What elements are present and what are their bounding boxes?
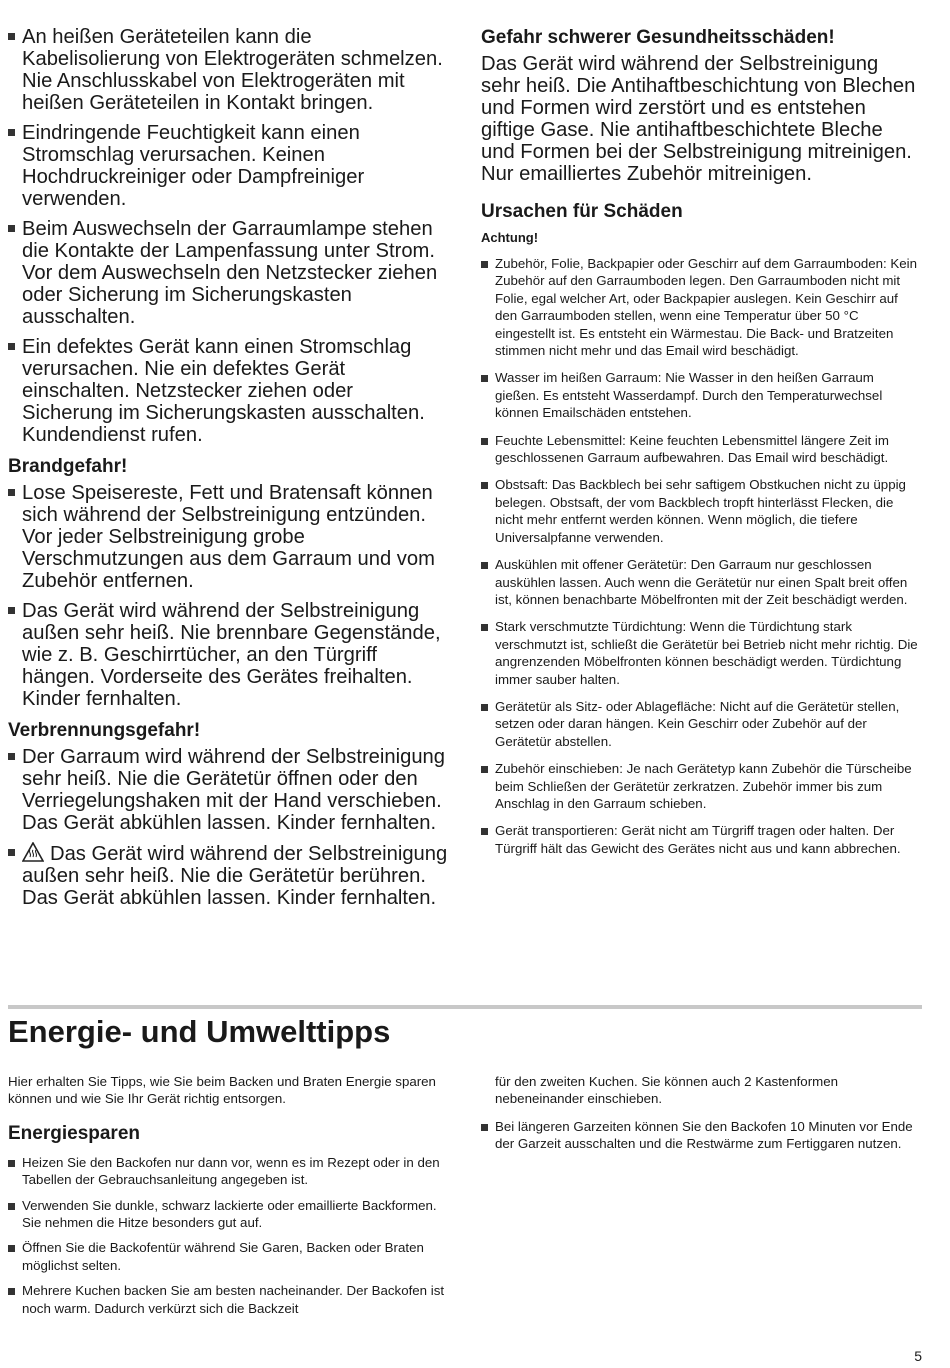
bullet-square-icon	[481, 624, 488, 631]
list-item: Das Gerät wird während der Selbstreinigung außen sehr heiß. Nie die Gerätetür berühren. Das Gerät abkühlen lassen. Kinder fernhalten.	[8, 842, 448, 909]
burn-hazard-heading: Verbrennungsgefahr!	[8, 720, 201, 741]
right-column	[481, 26, 921, 867]
list-item: Auskühlen mit offener Gerätetür: Den Garraum nur geschlossen auskühlen lassen. Auch wenn die Gerätetür nur einen Spalt breit offen ist, können benachbarte Möbelfronten mit der Zeit beschädigt werden.	[481, 556, 921, 608]
list-item: Mehrere Kuchen backen Sie am besten nacheinander. Der Backofen ist noch warm. Dadurch verkürzt sich die Backzeit	[8, 1282, 450, 1317]
damage-causes-heading: Ursachen für Schäden	[481, 201, 683, 222]
energy-left-column	[8, 1073, 450, 1325]
list-item: Obstsaft: Das Backblech bei sehr saftigem Obstkuchen nicht zu üppig belegen. Obstsaft, der vom Backblech tropft hinterlässt Flecken, die nicht mehr entfernt werden können. Wenn möglich, die tiefere Universalpfanne verwenden.	[481, 476, 921, 546]
list-item: Zubehör, Folie, Backpapier oder Geschirr auf dem Garraumboden: Kein Zubehör auf den Garraumboden legen. Den Garraumboden nicht mit Folie, egal welcher Art, oder Backpapier auslegen. Kein Geschirr auf den Garraumboden stellen, wenn eine Temperatur über 50 °C eingestellt ist. Es entsteht ein Wärmestau. Die Back- und Bratzeiten stimmen nicht mehr und das Email wird beschädigt.	[481, 255, 921, 359]
energy-intro: Hier erhalten Sie Tipps, wie Sie beim Backen und Braten Energie sparen können und wie Sie Ihr Gerät richtig entsorgen.	[8, 1074, 436, 1107]
list-item: Bei längeren Garzeiten können Sie den Backofen 10 Minuten vor Ende der Garzeit ausschalten und die Restwärme zum Fertiggaren nutzen.	[481, 1118, 921, 1153]
energy-saving-heading: Energiesparen	[8, 1122, 140, 1144]
burn-hazard-list	[8, 746, 448, 909]
bullet-square-icon	[8, 607, 15, 614]
list-item: Gerätetür als Sitz- oder Ablagefläche: Nicht auf die Gerätetür stellen, setzen oder daran hängen. Kein Geschirr oder Zubehör auf der Gerätetür abstellen.	[481, 698, 921, 750]
list-item: Der Garraum wird während der Selbstreinigung sehr heiß. Nie die Gerätetür öffnen oder den Verriegelungshaken mit der Hand verschieben. Das Gerät abkühlen lassen. Kinder fernhalten.	[8, 746, 448, 834]
list-item: Eindringende Feuchtigkeit kann einen Stromschlag verursachen. Keinen Hochdruckreiniger oder Dampfreiniger verwenden.	[8, 122, 448, 210]
damage-causes-list	[481, 255, 921, 857]
bullet-square-icon	[481, 482, 488, 489]
list-item: Öffnen Sie die Backofentür während Sie Garen, Backen oder Braten möglichst selten.	[8, 1239, 450, 1274]
list-item: Heizen Sie den Backofen nur dann vor, wenn es im Rezept oder in den Tabellen der Gebrauchsanleitung angegeben ist.	[8, 1154, 450, 1189]
bullet-square-icon	[8, 343, 15, 350]
list-item: Ein defektes Gerät kann einen Stromschlag verursachen. Nie ein defektes Gerät einschalten. Netzstecker ziehen oder Sicherung im Sicherungskasten ausschalten. Kundendienst rufen.	[8, 336, 448, 446]
bullet-square-icon	[8, 489, 15, 496]
list-item: Zubehör einschieben: Je nach Gerätetyp kann Zubehör die Türscheibe beim Schließen der Gerätetür zerkratzen. Zubehör immer bis zum Anschlag in den Garraum schieben.	[481, 760, 921, 812]
page-number: 5	[914, 1348, 922, 1364]
bullet-square-icon	[8, 849, 15, 856]
energy-saving-list	[8, 1154, 450, 1317]
attention-label: Achtung!	[481, 230, 539, 245]
list-item: Stark verschmutzte Türdichtung: Wenn die Türdichtung stark verschmutzt ist, schließt die Gerätetür bei Betrieb nicht mehr richtig. Die angrenzenden Möbelfronten können beschädigt werden. Türdichtung immer sauber halten.	[481, 618, 921, 688]
list-item: Beim Auswechseln der Garraumlampe stehen die Kontakte der Lampenfassung unter Strom. Vor dem Auswechseln den Netzstecker ziehen oder Sicherung im Sicherungskasten ausschalten.	[8, 218, 448, 328]
fire-hazard-heading: Brandgefahr!	[8, 456, 128, 477]
bullet-square-icon	[8, 225, 15, 232]
bullet-square-icon	[8, 33, 15, 40]
list-continuation: für den zweiten Kuchen. Sie können auch 2 Kastenformen nebeneinander einschieben.	[495, 1074, 838, 1107]
bullet-square-icon	[481, 1124, 488, 1131]
bullet-square-icon	[8, 1160, 15, 1167]
list-item: Feuchte Lebensmittel: Keine feuchten Lebensmittel längere Zeit im geschlossenen Garraum aufbewahren. Das Email wird beschädigt.	[481, 432, 921, 467]
energy-right-column	[481, 1073, 921, 1163]
list-item: Verwenden Sie dunkle, schwarz lackierte oder emaillierte Backformen. Sie nehmen die Hitze besonders gut auf.	[8, 1197, 450, 1232]
list-item: Gerät transportieren: Gerät nicht am Türgriff tragen oder halten. Der Türgriff hält das Gewicht des Gerätes nicht aus und kann abbrechen.	[481, 822, 921, 857]
health-hazard-text: Das Gerät wird während der Selbstreinigung sehr heiß. Die Antihaftbeschichtung von Blechen und Formen wird zerstört und es entstehen giftige Gase. Nie antihaftbeschichtete Bleche und Formen bei der Selbstreinigung mitreinigen. Nur emailliertes Zubehör mitreinigen.	[481, 53, 916, 185]
bullet-square-icon	[481, 261, 488, 268]
bullet-square-icon	[481, 828, 488, 835]
bullet-square-icon	[8, 1245, 15, 1252]
left-column	[8, 26, 448, 917]
bullet-square-icon	[8, 129, 15, 136]
bullet-square-icon	[481, 766, 488, 773]
section-divider	[8, 1005, 922, 1009]
list-item: Lose Speisereste, Fett und Bratensaft können sich während der Selbstreinigung entzünden. Vor jeder Selbstreinigung grobe Verschmutzungen aus dem Garraum und vom Zubehör entfernen.	[8, 482, 448, 592]
list-item: Das Gerät wird während der Selbstreinigung außen sehr heiß. Nie brennbare Gegenstände, wie z. B. Geschirrtücher, an den Türgriff hängen. Vorderseite des Gerätes freihalten. Kinder fernhalten.	[8, 600, 448, 710]
health-hazard-heading: Gefahr schwerer Gesundheitsschäden!	[481, 27, 835, 48]
bullet-square-icon	[8, 753, 15, 760]
bullet-square-icon	[8, 1288, 15, 1295]
list-item: An heißen Geräteteilen kann die Kabelisolierung von Elektrogeräten schmelzen. Nie Anschlusskabel von Elektrogeräten mit heißen Geräteteilen in Kontakt bringen.	[8, 26, 448, 114]
hot-surface-warning-icon	[22, 842, 44, 862]
list-item: Wasser im heißen Garraum: Nie Wasser in den heißen Garraum gießen. Es entsteht Wasserdampf. Durch den Temperaturwechsel können Emailschäden entstehen.	[481, 369, 921, 421]
bullet-square-icon	[8, 1203, 15, 1210]
safety-list-general	[8, 26, 448, 446]
bullet-square-icon	[481, 375, 488, 382]
bullet-square-icon	[481, 438, 488, 445]
bullet-square-icon	[481, 704, 488, 711]
bullet-square-icon	[481, 562, 488, 569]
energy-saving-list-continued	[481, 1118, 921, 1153]
section-title: Energie- und Umwelttipps	[8, 1014, 391, 1049]
fire-hazard-list	[8, 482, 448, 710]
